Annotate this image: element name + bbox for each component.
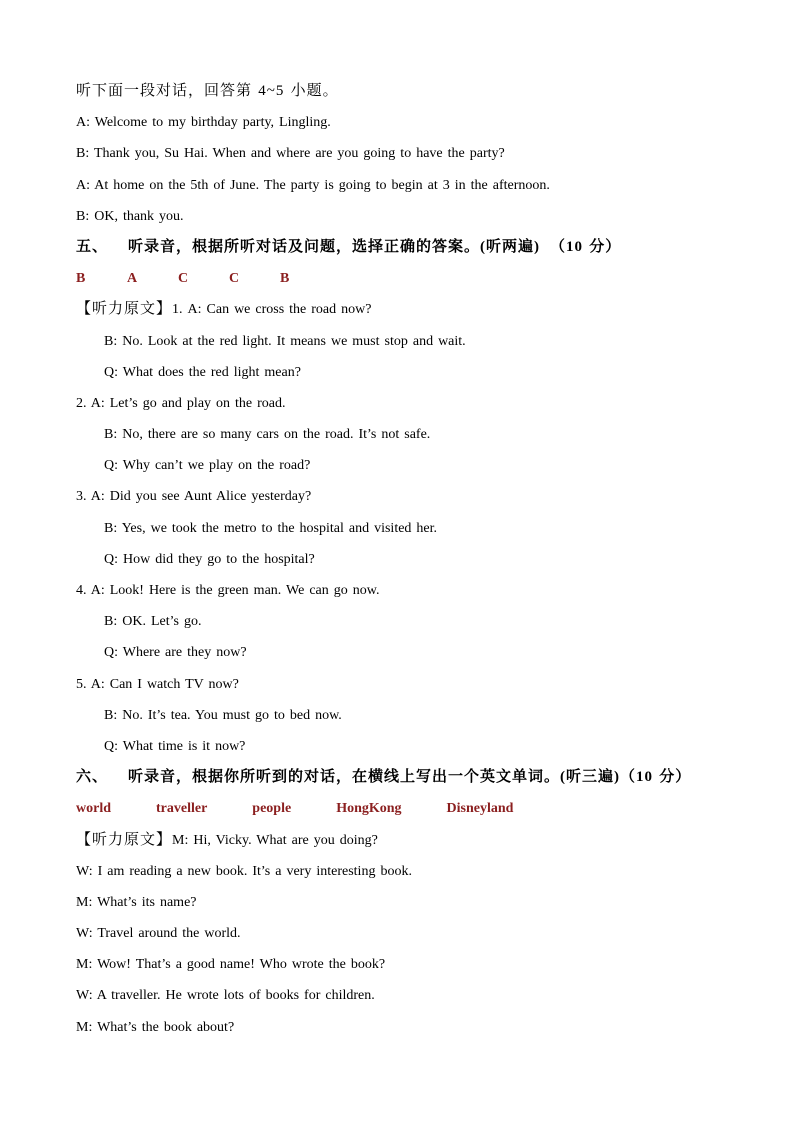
answer-item: C: [178, 271, 189, 287]
transcript-line: B: No. Look at the red light. It means we must stop and wait.: [104, 333, 466, 349]
transcript-line: 4. A: Look! Here is the green man. We can go now.: [76, 583, 380, 598]
section-number: 六、: [76, 769, 109, 786]
transcript-question: Q: What time is it now?: [104, 738, 246, 754]
transcript-label: 【听力原文】: [76, 831, 173, 848]
transcript-line: W: Travel around the world.: [76, 926, 241, 942]
transcript-text: M: Hi, Vicky. What are you doing?: [172, 832, 378, 848]
dialogue-line: A: At home on the 5th of June. The party is going to begin at 3 in the afternoon.: [76, 177, 550, 193]
transcript-question: Q: Where are they now?: [104, 645, 247, 661]
answer-item: traveller: [156, 801, 208, 817]
answer-key: [76, 263, 794, 294]
section-6-heading: [76, 762, 794, 793]
transcript-question: Q: What does the red light mean?: [104, 364, 301, 380]
transcript-line: B: No, there are so many cars on the road. It’s not safe.: [104, 427, 431, 443]
transcript-text: 1. A: Can we cross the road now?: [172, 302, 372, 318]
transcript-line: [76, 825, 794, 856]
transcript-question: Q: Why can’t we play on the road?: [104, 458, 311, 474]
dialogue-line: B: OK, thank you.: [76, 208, 184, 224]
section-instruction: 听录音，根据你所听到的对话，在横线上写出一个英文单词。(听三遍): [128, 769, 621, 786]
section-score: （10 分）: [620, 769, 692, 786]
section-number: 五、: [76, 238, 109, 255]
transcript-label: 【听力原文】: [76, 301, 173, 318]
transcript-question: Q: How did they go to the hospital?: [104, 551, 315, 567]
transcript-line: 2. A: Let’s go and play on the road.: [76, 395, 286, 411]
intro-instruction: 听下面一段对话，回答第 4~5 小题。: [76, 83, 339, 99]
document-page: [0, 76, 794, 1043]
answer-item: people: [252, 801, 292, 817]
section-5-heading: [76, 232, 794, 263]
answer-item: C: [229, 271, 240, 287]
section-instruction: 听录音，根据所听对话及问题，选择正确的答案。(听两遍): [128, 238, 541, 255]
transcript-line: M: What’s the book about?: [76, 1019, 235, 1035]
transcript-line: M: What’s its name?: [76, 894, 197, 910]
dialogue-line: B: Thank you, Su Hai. When and where are you going to have the party?: [76, 146, 505, 162]
transcript-line: 3. A: Did you see Aunt Alice yesterday?: [76, 489, 312, 505]
transcript-line: B: Yes, we took the metro to the hospital and visited her.: [104, 520, 438, 536]
answer-item: B: [280, 271, 290, 287]
answer-item: B: [76, 271, 86, 287]
transcript-line: W: A traveller. He wrote lots of books for children.: [76, 988, 375, 1004]
answer-item: HongKong: [336, 801, 402, 817]
transcript-line: B: OK. Let’s go.: [104, 614, 202, 630]
transcript-line: M: Wow! That’s a good name! Who wrote the book?: [76, 957, 386, 973]
transcript-line: [76, 294, 794, 325]
transcript-line: 5. A: Can I watch TV now?: [76, 676, 239, 692]
answer-item: Disneyland: [446, 801, 514, 817]
transcript-line: B: No. It’s tea. You must go to bed now.: [104, 707, 342, 723]
answer-key: [76, 793, 794, 824]
answer-item: world: [76, 801, 111, 817]
dialogue-line: A: Welcome to my birthday party, Lingling.: [76, 115, 331, 131]
transcript-line: W: I am reading a new book. It’s a very interesting book.: [76, 863, 412, 879]
section-score: （10 分）: [550, 238, 622, 255]
answer-item: A: [127, 271, 138, 287]
